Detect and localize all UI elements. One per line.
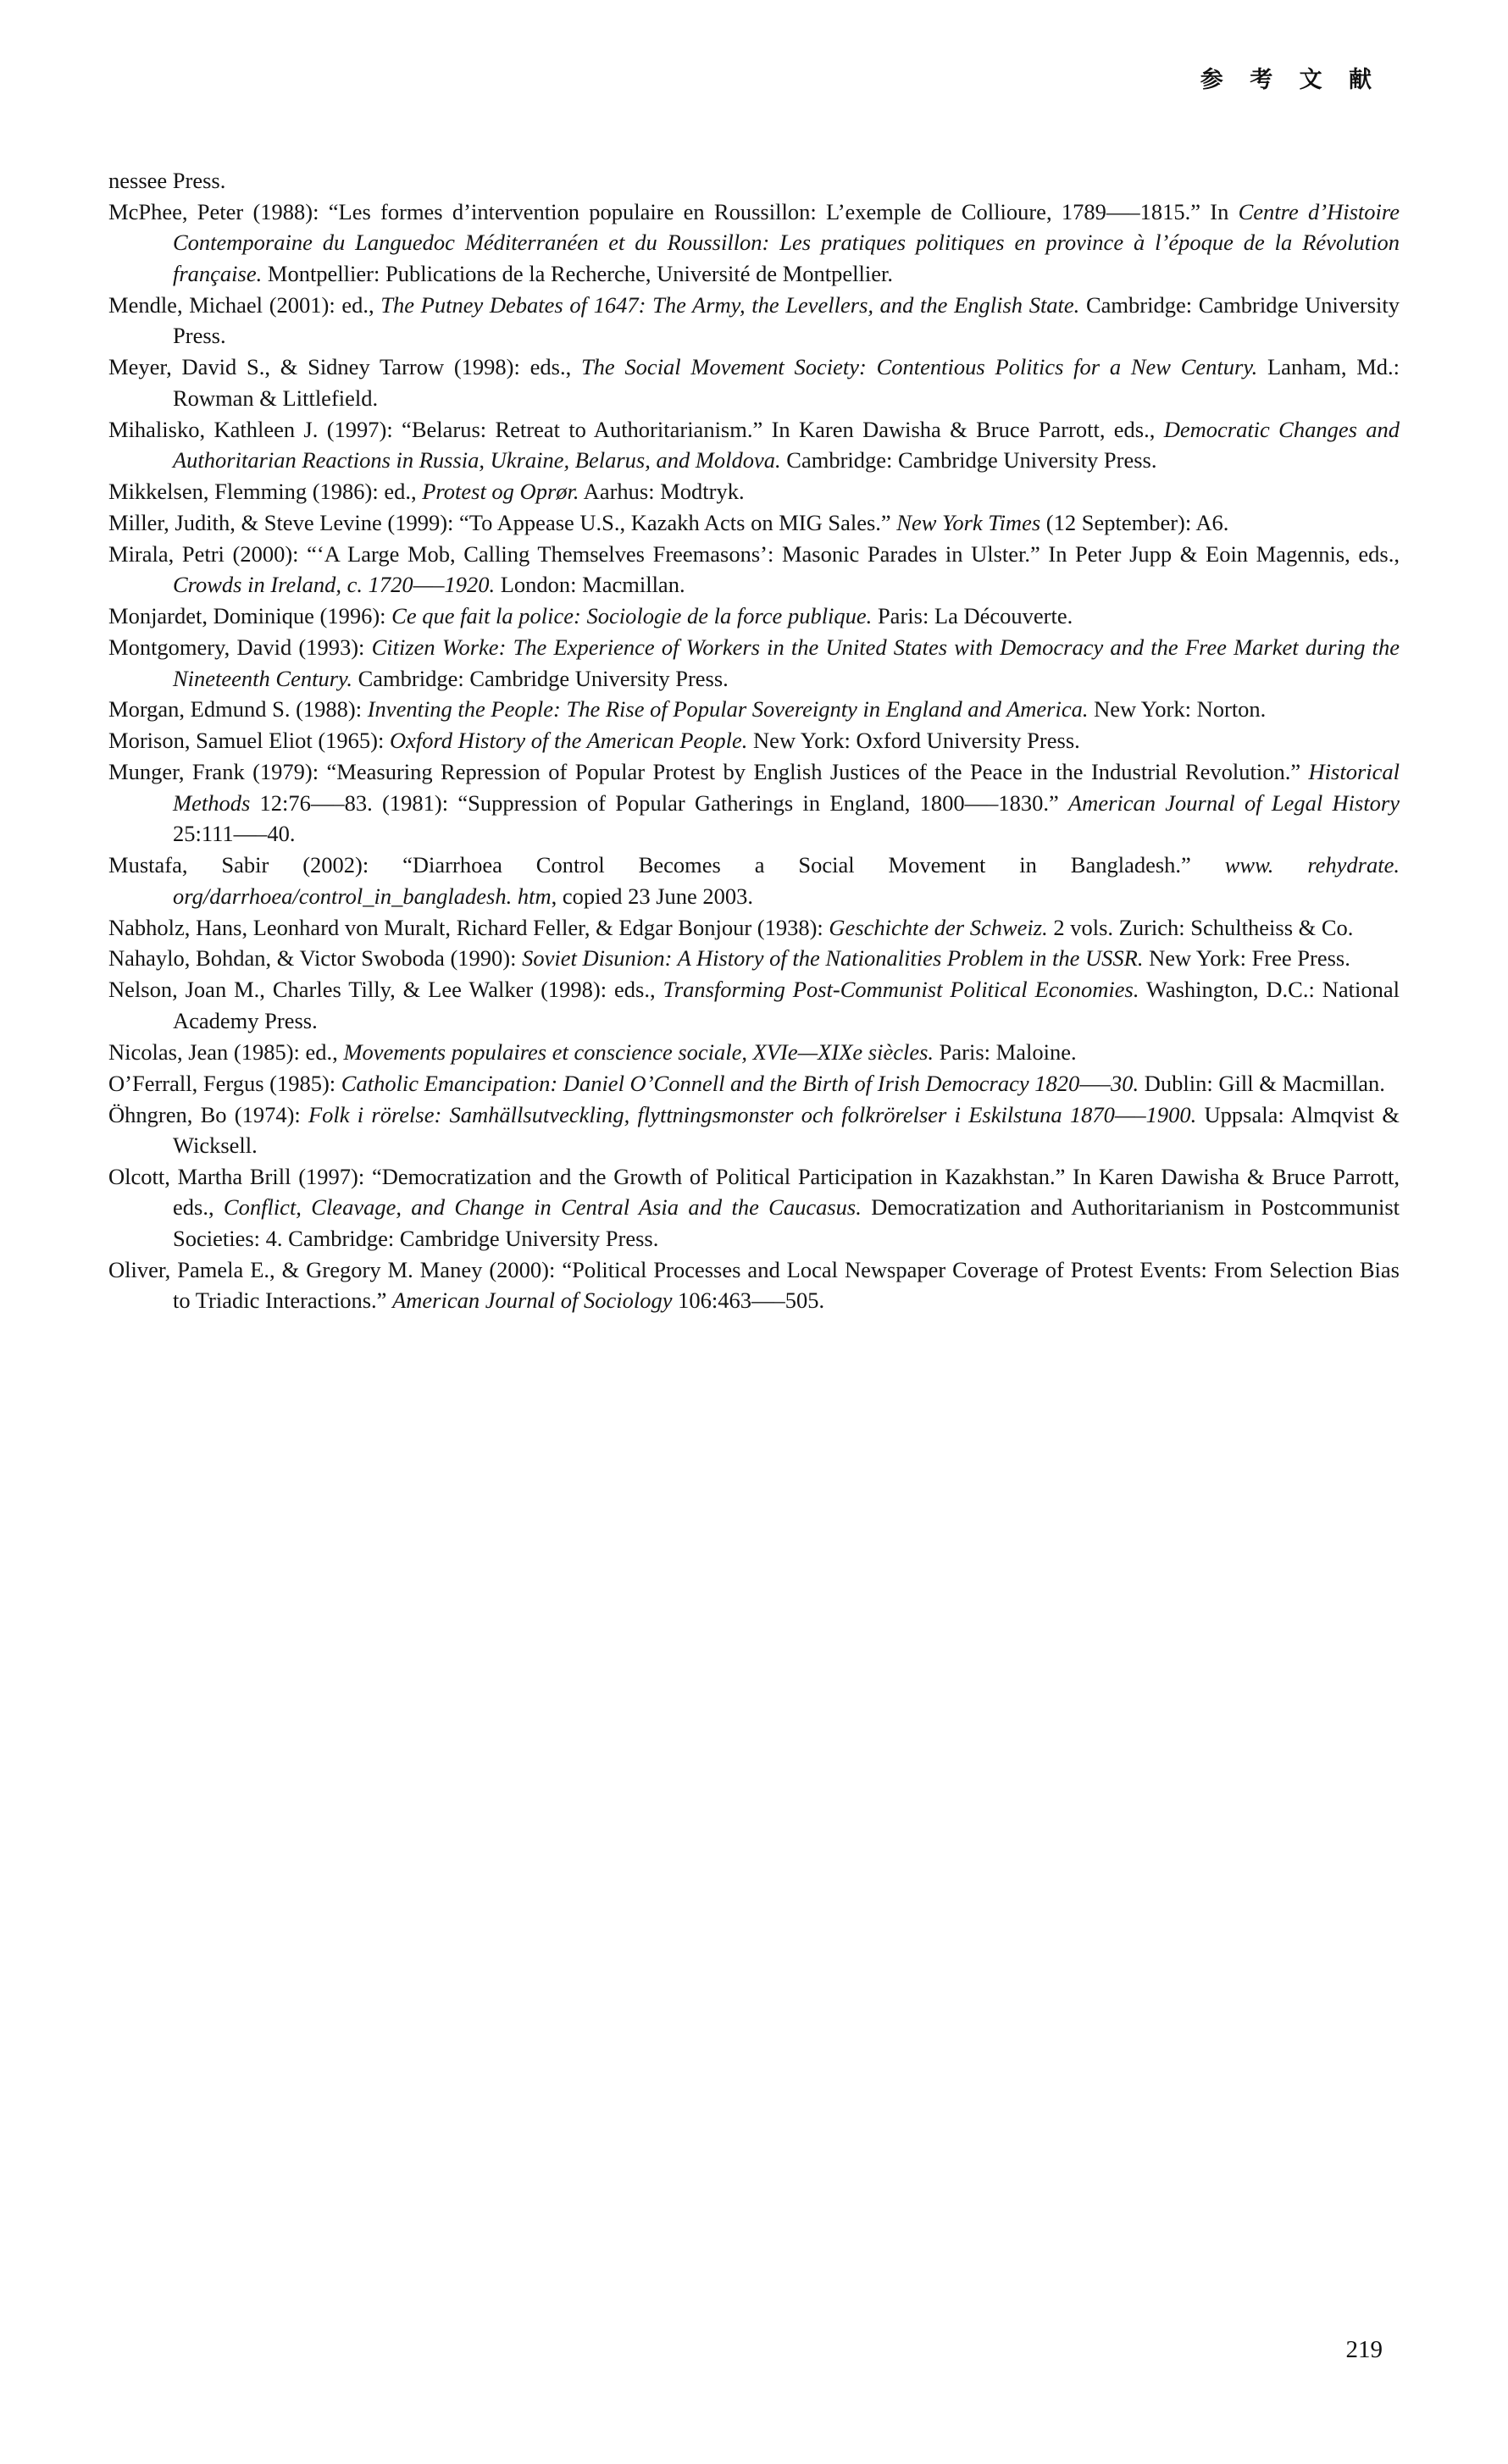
bibliography-entry: Nahaylo, Bohdan, & Victor Swoboda (1990): Soviet Disunion: A History of the Nationalities Problem in the USSR. New York: Free Press. bbox=[108, 945, 1350, 972]
bibliography-entry: nessee Press. bbox=[108, 168, 226, 193]
bibliography-entry: Mihalisko, Kathleen J. (1997): “Belarus: Retreat to Authoritarianism.” In Karen Dawisha & Bruce Parrott, eds., Democratic Changes and Authoritarian Reactions in Russia, Ukraine, Belarus, and Moldova. Cambridge: Cambridge University Press. bbox=[108, 416, 1400, 473]
bibliography-entry: Meyer, David S., & Sidney Tarrow (1998): eds., The Social Movement Society: Contentious Politics for a New Century. Lanham, Md.: Rowman & Littlefield. bbox=[108, 354, 1400, 411]
bibliography-entry: Monjardet, Dominique (1996): Ce que fait la police: Sociologie de la force publique. Paris: La Découverte. bbox=[108, 603, 1073, 629]
bibliography-entry: Nicolas, Jean (1985): ed., Movements populaires et conscience sociale, XVIe—XIXe siècles. Paris: Maloine. bbox=[108, 1038, 1077, 1065]
running-head: 参 考 文 献 bbox=[1200, 67, 1381, 93]
bibliography-entry: Oliver, Pamela E., & Gregory M. Maney (2000): “Political Processes and Local Newspaper Coverage of Protest Events: From Selection Bias to Triadic Interactions.” American Journal of Sociology 106:463—–505. bbox=[108, 1256, 1400, 1314]
bibliography-entry: Miller, Judith, & Steve Levine (1999): “To Appease U.S., Kazakh Acts on MIG Sales.” New York Times (12 September): A6. bbox=[108, 509, 1229, 535]
bibliography-entry: Mendle, Michael (2001): ed., The Putney Debates of 1647: The Army, the Levellers, and the English State. Cambridge: Cambridge University Press. bbox=[108, 291, 1400, 349]
page-number: 219 bbox=[1345, 2336, 1383, 2363]
bibliography-entry: O’Ferrall, Fergus (1985): Catholic Emancipation: Daniel O’Connell and the Birth of Irish Democracy 1820—–30. Dublin: Gill & Macmillan. bbox=[108, 1070, 1385, 1096]
bibliography-entry: Öhngren, Bo (1974): Folk i rörelse: Samhällsutveckling, flyttningsmonster och folkrörelser i Eskilstuna 1870—–1900. Uppsala: Almqvist & Wicksell. bbox=[108, 1101, 1400, 1159]
bibliography-entry: Mirala, Petri (2000): “‘A Large Mob, Calling Themselves Freemasons’: Masonic Parades in Ulster.” In Peter Jupp & Eoin Magennis, eds., Crowds in Ireland, c. 1720—–1920. London: Macmillan. bbox=[108, 540, 1400, 598]
bibliography-entry: Nelson, Joan M., Charles Tilly, & Lee Walker (1998): eds., Transforming Post-Communist Political Economies. Washington, D.C.: National Academy Press. bbox=[108, 977, 1400, 1033]
bibliography-entry: Nabholz, Hans, Leonhard von Muralt, Richard Feller, & Edgar Bonjour (1938): Geschichte der Schweiz. 2 vols. Zurich: Schultheiss & Co. bbox=[108, 914, 1354, 940]
bibliography-entry: Morison, Samuel Eliot (1965): Oxford History of the American People. New York: Oxford University Press. bbox=[108, 728, 1080, 754]
bibliography-entry: Munger, Frank (1979): “Measuring Repression of Popular Protest by English Justices of the Peace in the Industrial Revolution.” Historical Methods 12:76—–83. (1981): “Suppression of Popular Gatherings in England, 1800—–1830.” American Journal of Legal History 25:111—–40. bbox=[108, 759, 1400, 847]
bibliography-entry: Mikkelsen, Flemming (1986): ed., Protest og Oprør. Aarhus: Modtryk. bbox=[108, 478, 745, 504]
bibliography-entry: Montgomery, David (1993): Citizen Worke: The Experience of Workers in the United States with Democracy and the Free Market during the Nineteenth Century. Cambridge: Cambridge University Press. bbox=[108, 634, 1400, 691]
bibliography-entry: Mustafa, Sabir (2002): “Diarrhoea Control Becomes a Social Movement in Bangladesh.” www. rehydrate. org/darrhoea/control_in_bangladesh. htm, copied 23 June 2003. bbox=[108, 852, 1400, 909]
bibliography-entry: McPhee, Peter (1988): “Les formes d’intervention populaire en Roussillon: L’exemple de Collioure, 1789—–1815.” In Centre d’Histoire Contemporaine du Languedoc Méditerranéen et du Roussillon: Les pratiques politiques en province à l’époque de la Révolution française. Montpellier: Publications de la Recherche, Université de Montpellier. bbox=[108, 198, 1400, 286]
bibliography-entry: Morgan, Edmund S. (1988): Inventing the People: The Rise of Popular Sovereignty in England and America. New York: Norton. bbox=[108, 696, 1267, 723]
bibliography-entry: Olcott, Martha Brill (1997): “Democratization and the Growth of Political Participation in Kazakhstan.” In Karen Dawisha & Bruce Parrott, eds., Conflict, Cleavage, and Change in Central Asia and the Caucasus. Democratization and Authoritarianism in Postcommunist Societies: 4. Cambridge: Cambridge University Press. bbox=[108, 1164, 1400, 1251]
bibliography-list bbox=[108, 165, 1400, 1316]
